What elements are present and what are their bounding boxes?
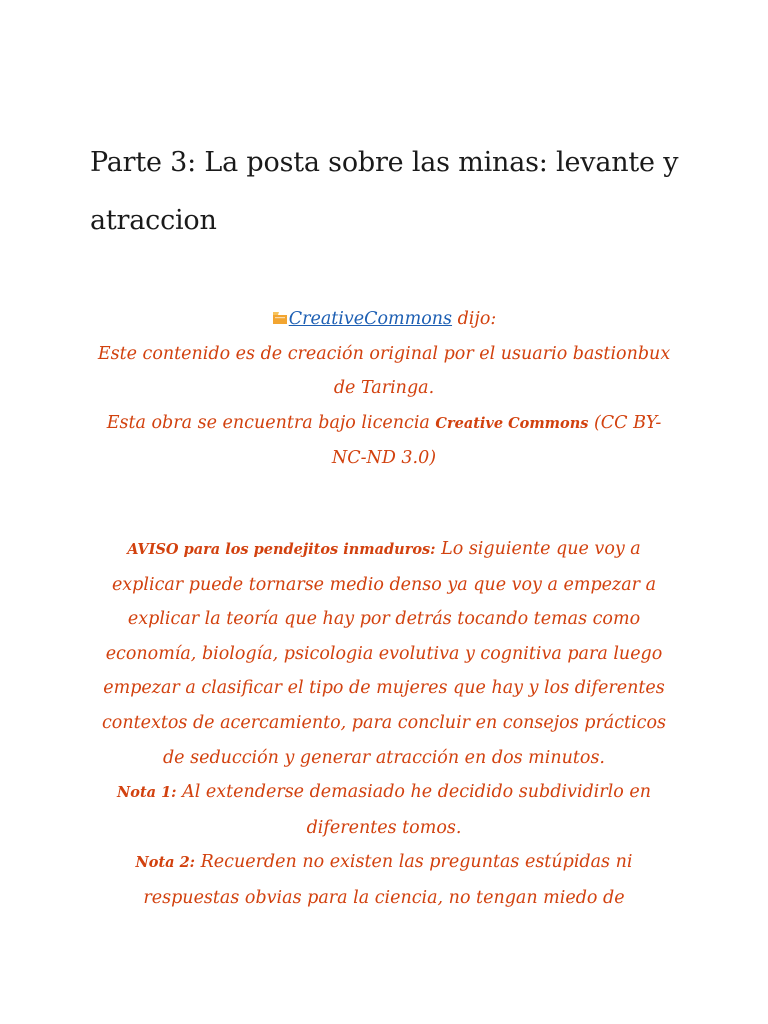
quote-icon (272, 311, 288, 325)
aviso-text: Lo siguiente que voy a (435, 539, 641, 559)
quote-said: dijo: (452, 309, 497, 329)
nota2-label: Nota 2: (135, 854, 196, 872)
aviso-line: empezar a clasificar el tipo de mujeres que hay y los diferentes (103, 678, 665, 699)
author-link[interactable]: CreativeCommons (288, 309, 453, 329)
quote-line: NC-ND 3.0) (331, 448, 437, 469)
nota1-line: diferentes tomos. (306, 817, 462, 838)
page-title: Parte 3: La posta sobre las minas: levante y atraccion (90, 147, 679, 236)
nota2-line (80, 845, 688, 881)
quote-block (80, 302, 688, 476)
aviso-line (80, 532, 688, 568)
quote-line: de Taringa. (333, 378, 435, 399)
nota2-text: Recuerden no existen las preguntas estúpidas ni (195, 852, 633, 873)
aviso-label: AVISO para los pendejitos inmaduros: (127, 541, 436, 558)
quote-line: Este contenido es de creación original por el usuario bastionbux (97, 343, 671, 364)
license-text-post: (CC BY- (588, 412, 662, 433)
notice-block (80, 532, 688, 916)
aviso-line: contextos de acercamiento, para concluir en consejos prácticos (102, 712, 666, 733)
aviso-line: explicar la teoría que hay por detrás tocando temas como (127, 609, 641, 630)
aviso-line: economía, biología, psicologia evolutiva y cognitiva para luego (105, 643, 663, 664)
quote-line (80, 406, 688, 442)
nota2-line: respuestas obvias para la ciencia, no tengan miedo de (143, 887, 625, 908)
nota1-text: Al extenderse demasiado he decidido subdividirlo en (176, 782, 651, 803)
license-text-pre: Esta obra se encuentra bajo licencia (106, 412, 436, 433)
aviso-line: explicar puede tornarse medio denso ya que voy a empezar a (111, 574, 657, 595)
license-name: Creative Commons (435, 414, 589, 432)
nota1-line (80, 775, 688, 811)
aviso-line: de seducción y generar atracción en dos minutos. (162, 747, 605, 768)
quote-header (80, 302, 688, 337)
nota1-label: Nota 1: (117, 784, 177, 802)
